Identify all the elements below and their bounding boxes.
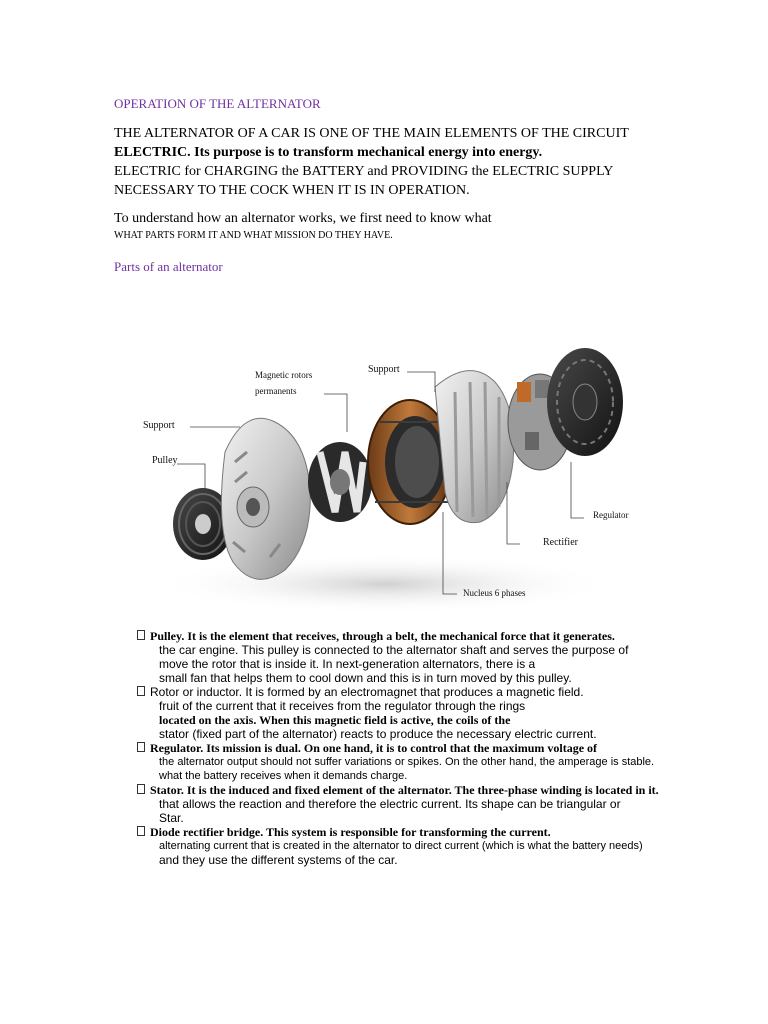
understand-line: WHAT PARTS FORM IT AND WHAT MISSION DO THEY HAVE.: [114, 230, 393, 241]
list-item-text: fruit of the current that it receives from the regulator through the rings: [159, 699, 526, 713]
regulator-label: Regulator: [593, 510, 629, 520]
bullet-box-icon: [137, 630, 145, 640]
intro-line: THE ALTERNATOR OF A CAR IS ONE OF THE MAIN ELEMENTS OF THE CIRCUIT: [114, 126, 629, 141]
parts-list: [137, 629, 737, 867]
magnetic-rotors-label: permanents: [255, 386, 297, 396]
understand-paragraph: [114, 209, 724, 244]
list-item: [137, 629, 737, 685]
list-item-text: the car engine. This pulley is connected to the alternator shaft and serves the purpose of: [159, 643, 629, 657]
list-item-text: small fan that helps them to cool down and this is in turn moved by this pulley.: [159, 671, 572, 685]
pulley-label: Pulley: [152, 455, 178, 466]
rear-support-part: [435, 371, 514, 523]
section-heading: Parts of an alternator: [114, 259, 223, 274]
list-item: [137, 825, 737, 867]
list-item-text: Star.: [159, 811, 184, 825]
alternator-diagram: [135, 312, 655, 614]
page-title: OPERATION OF THE ALTERNATOR: [114, 96, 321, 111]
support-left-label: Support: [143, 420, 175, 431]
bullet-box-icon: [137, 826, 145, 836]
list-item-title: Pulley. It is the element that receives, through a belt, the mechanical force that it generates.: [137, 629, 737, 643]
list-item: [137, 685, 737, 741]
intro-line: NECESSARY TO THE COCK WHEN IT IS IN OPERATION.: [114, 183, 470, 198]
list-item-title: Regulator. Its mission is dual. On one hand, it is to control that the maximum voltage of: [137, 741, 737, 755]
intro-line: ELECTRIC for CHARGING the BATTERY and PROVIDING the ELECTRIC SUPPLY: [114, 164, 614, 179]
list-item-title: Rotor or inductor. It is formed by an electromagnet that produces a magnetic field.: [137, 685, 737, 699]
list-item-text: what the battery receives when it demands charge.: [159, 770, 408, 782]
rotor-part: [308, 442, 372, 522]
bullet-box-icon: [137, 686, 145, 696]
list-item-text: stator (fixed part of the alternator) reacts to produce the necessary electric current.: [159, 727, 597, 741]
rear-cover-part: [547, 348, 623, 456]
list-item-text: and they use the different systems of the car.: [159, 853, 398, 867]
bullet-box-icon: [137, 742, 145, 752]
nucleus-label: Nucleus 6 phases: [463, 588, 526, 598]
alternator-illustration: [135, 312, 655, 614]
magnetic-rotors-label: Magnetic rotors: [255, 370, 313, 380]
front-support-part: [221, 418, 310, 579]
intro-line: ELECTRIC. Its purpose is to transform mechanical energy into energy.: [114, 145, 543, 160]
list-item-text: alternating current that is created in the alternator to direct current (which is what the battery needs): [159, 840, 643, 852]
list-item: [137, 783, 737, 825]
understand-line: To understand how an alternator works, we first need to know what: [114, 211, 492, 226]
rectifier-label: Rectifier: [543, 537, 578, 548]
intro-paragraph: [114, 124, 724, 200]
list-item-text: located on the axis. When this magnetic field is active, the coils of the: [159, 713, 511, 727]
list-item: [137, 741, 737, 783]
bullet-box-icon: [137, 784, 145, 794]
list-item-text: that allows the reaction and therefore the electric current. Its shape can be triangular or: [159, 797, 621, 811]
list-item-title: Diode rectifier bridge. This system is responsible for transforming the current.: [137, 825, 737, 839]
list-item-text: move the rotor that is inside it. In next-generation alternators, there is a: [159, 657, 536, 671]
list-item-title: Stator. It is the induced and fixed element of the alternator. The three-phase winding is located in it.: [137, 783, 737, 797]
list-item-text: the alternator output should not suffer variations or spikes. On the other hand, the amperage is stable.: [159, 756, 655, 768]
support-top-label: Support: [368, 364, 400, 375]
